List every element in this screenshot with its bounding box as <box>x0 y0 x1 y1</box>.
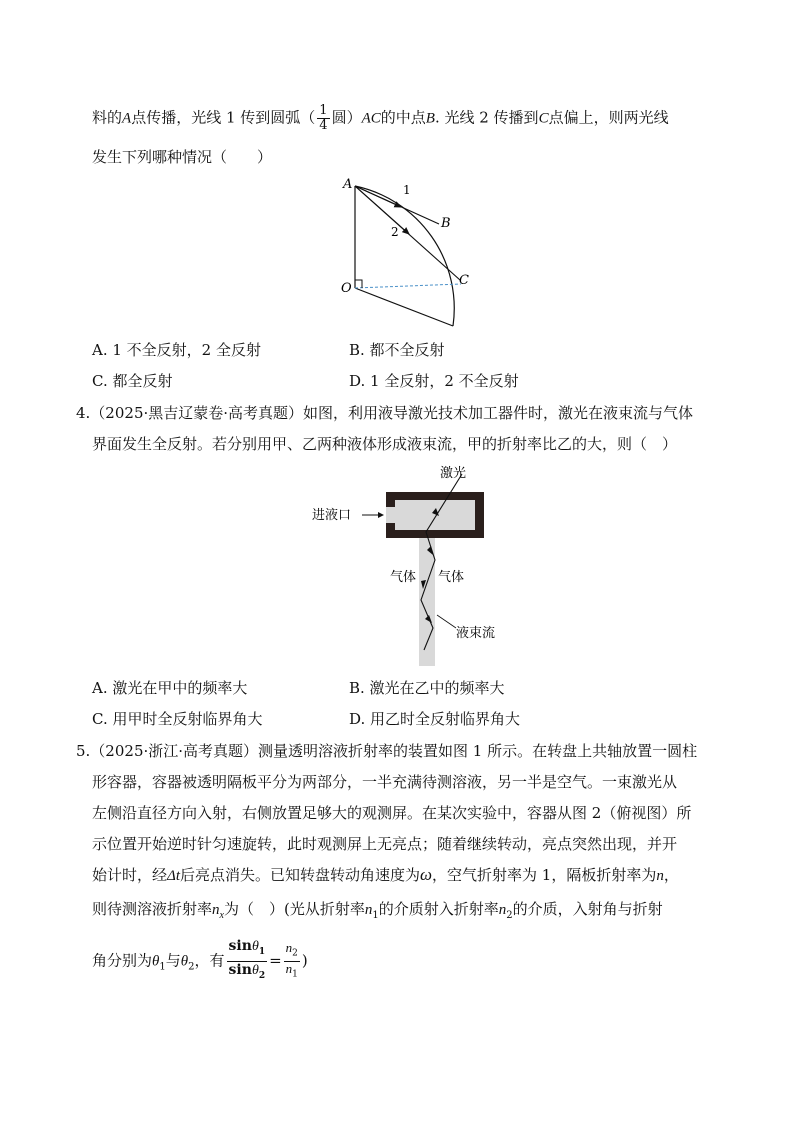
label-c: C <box>459 273 469 288</box>
subscript: 1 <box>258 946 266 957</box>
nozzle-chamber <box>395 500 475 530</box>
arc-ac-label: AC <box>361 110 381 127</box>
q5-text: 角分别为 <box>92 951 153 970</box>
fraction-numerator: 1 <box>319 103 328 118</box>
q5-text: 的介质，入射角与折射 <box>512 900 663 918</box>
q3-text: 圆） <box>331 108 362 127</box>
prism-arc <box>355 186 454 326</box>
label-inlet: 进液口 <box>312 508 352 523</box>
nx-symbol: n <box>212 902 220 918</box>
q3-text: 料的 <box>92 108 123 127</box>
subscript: 2 <box>292 948 298 959</box>
point-b-label: B <box>425 110 435 127</box>
q5-text: ，有 <box>194 951 225 970</box>
q4-figure <box>308 460 508 670</box>
q3-text: . 光线 2 传播到 <box>434 108 539 127</box>
n-symbol: n <box>656 868 664 884</box>
subscript: 2 <box>506 910 513 921</box>
q3-text: 点传播，光线 1 传到圆弧（ <box>131 108 316 127</box>
delta-t-symbol: Δt <box>167 868 180 884</box>
q5-text-line2: 形容器，容器被透明隔板平分为两部分，一半充满待测溶液，另一半是空气。一束激光从 <box>92 773 678 791</box>
label-ray-2: 2 <box>391 225 399 239</box>
q5-text: 后亮点消失。已知转盘转动角速度为 <box>180 866 421 884</box>
label-gas-left: 气体 <box>390 570 417 585</box>
q3-text-line2: 发生下列哪种情况（ ） <box>92 148 273 166</box>
q5-text: 始计时，经 <box>92 866 168 884</box>
q5-text-line5 <box>92 864 679 887</box>
q4-text-line1: 4.（2025·黑吉辽蒙卷·高考真题）如图，利用液导激光技术加工器件时，激光在液束流与气体 <box>76 404 694 422</box>
label-b: B <box>441 216 451 231</box>
theta-symbol: θ <box>251 939 259 954</box>
label-a: A <box>343 177 353 192</box>
label-ray-1: 1 <box>403 183 411 197</box>
right-angle-mark <box>355 280 362 288</box>
q3-option-d[interactable]: D. 1 全反射，2 不全反射 <box>349 372 519 390</box>
q5-text: ，空气折射率为 1，隔板折射率为 <box>432 866 657 884</box>
prism-bottom-edge <box>355 288 453 326</box>
q5-text-line3: 左侧沿直径方向入射，右侧放置足够大的观测屏。在某次实验中，容器从图 2（俯视图）所 <box>92 804 692 822</box>
q3-option-a[interactable]: A. 1 不全反射，2 全反射 <box>92 341 261 359</box>
inlet-gap <box>386 507 396 523</box>
q4-option-b[interactable]: B. 激光在乙中的频率大 <box>349 679 505 697</box>
stream-leader-line <box>437 615 456 628</box>
q5-text: 则待测溶液折射率 <box>92 900 213 918</box>
q3-option-c[interactable]: C. 都全反射 <box>92 372 173 390</box>
q3-text: 点偏上，则两光线 <box>548 108 669 127</box>
point-c-label: C <box>538 110 549 127</box>
q3-option-b[interactable]: B. 都不全反射 <box>349 341 445 359</box>
omega-symbol: ω <box>420 865 433 884</box>
n-symbol: n <box>285 960 293 976</box>
q5-text-line6 <box>92 898 663 927</box>
sin-label: sin <box>228 961 252 978</box>
subscript: 1 <box>372 910 379 921</box>
q3-figure <box>335 172 475 332</box>
ray-1-arrow <box>355 186 401 207</box>
n1-symbol: n <box>364 902 373 918</box>
q3-text: 的中点 <box>380 108 426 127</box>
label-laser: 激光 <box>440 466 467 481</box>
label-o: O <box>341 281 352 296</box>
subscript: 2 <box>258 970 266 981</box>
q5-text: 与 <box>165 951 181 970</box>
q5-text: ， <box>663 866 679 884</box>
subscript: 2 <box>188 961 195 973</box>
q5-text: ) <box>301 951 308 970</box>
quarter-fraction <box>317 104 329 133</box>
q4-option-a[interactable]: A. 激光在甲中的频率大 <box>92 679 248 697</box>
q4-option-d[interactable]: D. 用乙时全反射临界角大 <box>349 710 521 728</box>
n-symbol: n <box>285 940 293 956</box>
sin-label: sin <box>228 938 252 954</box>
q3-text-line1 <box>92 104 669 133</box>
label-stream: 液束流 <box>456 626 496 641</box>
inlet-arrow-head <box>378 512 384 518</box>
theta1-symbol: θ <box>152 953 160 970</box>
q5-text-line4: 示位置开始逆时针匀速旋转，此时观测屏上无亮点；随着继续转动，亮点突然出现，并开 <box>92 835 678 853</box>
oc-dashed-line <box>355 284 461 288</box>
n2-symbol: n <box>498 902 507 918</box>
q5-text-line7 <box>92 938 308 981</box>
q5-text-line1: 5.（2025·浙江·高考真题）测量透明溶液折射率的装置如图 1 所示。在转盘上共轴放置一圆柱 <box>76 742 698 760</box>
point-a-label: A <box>122 110 132 127</box>
subscript: x <box>219 910 224 921</box>
label-gas-right: 气体 <box>438 570 465 585</box>
theta2-symbol: θ <box>180 953 189 970</box>
snell-rhs-fraction <box>284 941 300 981</box>
q5-text: 的介质射入折射率 <box>378 900 499 918</box>
subscript: 1 <box>292 969 298 980</box>
ray-2-arrow <box>355 186 409 234</box>
q4-option-c[interactable]: C. 用甲时全反射临界角大 <box>92 710 263 728</box>
fraction-denominator: 4 <box>319 118 328 133</box>
snell-lhs-fraction <box>227 938 268 985</box>
theta-symbol: θ <box>251 962 259 978</box>
q4-text-line2: 界面发生全反射。若分别用甲、乙两种液体形成液束流，甲的折射率比乙的大，则（ ） <box>92 435 678 453</box>
q5-text: 为（ ）(光从折射率 <box>223 900 365 918</box>
subscript: 1 <box>159 961 166 973</box>
equals-sign: = <box>269 951 282 970</box>
